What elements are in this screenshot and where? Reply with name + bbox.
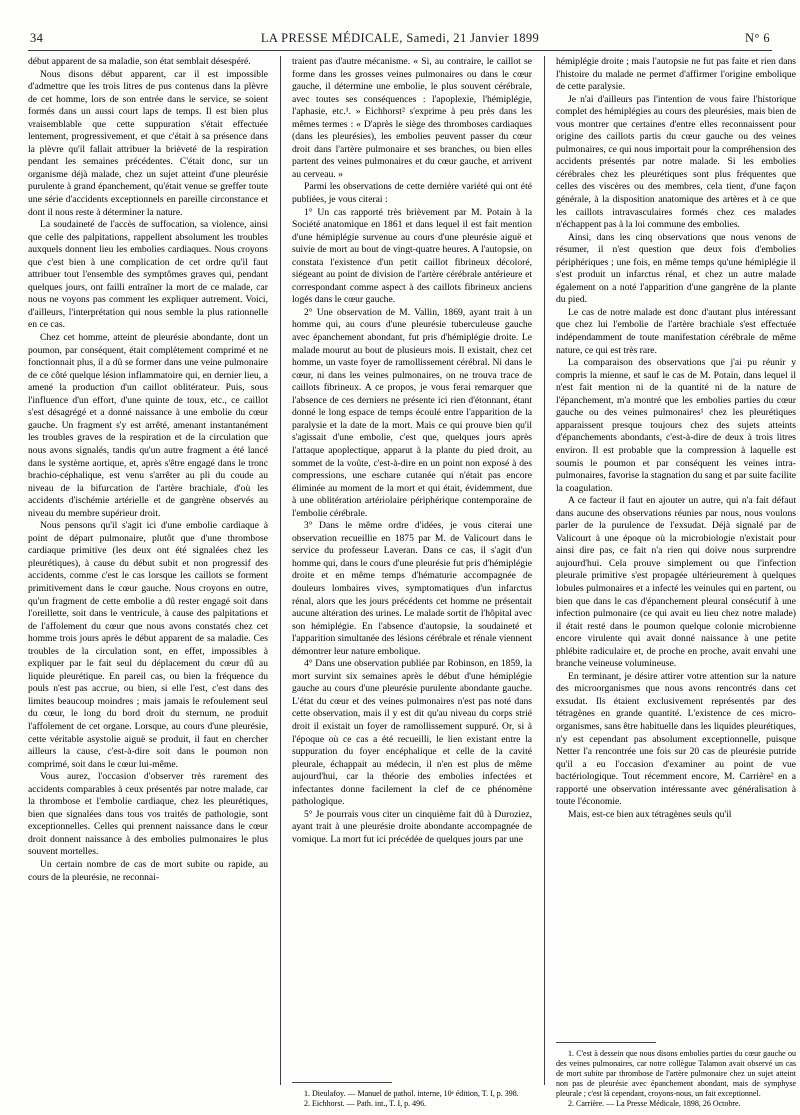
page-header — [28, 30, 772, 51]
footnote: 2. Eichhorst. — Path. int., T. I, p. 496. — [304, 1099, 427, 1108]
paragraph: Vous aurez, l'occasion d'observer très rarement des accidents comparables à ceux présentés par notre malade, car la thrombose et l'embolie cardiaque, chez les pleurétiques, bien que signalées dans tous vos traités de pathologie, sont exceptionnelles. Celles qui prennent naissance dans le cœur droit donnent naissance à des embolies pulmonaires le plus souvent mortelles. — [28, 771, 268, 858]
paragraph: Mais, est-ce bien aux tétragènes seuls qu'il — [568, 808, 732, 820]
footnotes — [292, 1070, 532, 1109]
paragraph: Le cas de notre malade est donc d'autant plus intéressant que chez lui l'embolie de l'artère brachiale s'est effectuée indépendamment de toute manifestation cérébrale de même nature, ce qui est très rare. — [556, 306, 796, 356]
footnote: 1. C'est à dessein que nous disons embolies parties du cœur gauche ou des veines pulmonaires, car notre collègue Talamon avait observé un cas de mort subite par thrombose de l'artère pulmonaire chez un sujet atteint non pas de pleurésie avec épanchement abondant, mais de symphyse pleurale ; c'est là cependant, croyons-nous, un fait exceptionnel. — [556, 1049, 796, 1098]
column-divider — [544, 56, 545, 1085]
paragraph: Parmi les observations de cette dernière variété qui ont été publiées, je vous citerai : — [292, 181, 532, 206]
column-2 — [292, 56, 532, 1109]
paragraph: 5° Je pourrais vous citer un cinquième fait dû à Duroziez, ayant trait à une pleurésie droite abondante accompagnée de vomique. La mort fut ici précédée de quelques jours par une — [292, 808, 532, 845]
footnote: 2. Carrière. — La Presse Médicale, 1898, 26 Octobre. — [568, 1099, 741, 1108]
paragraph: Nous disons début apparent, car il est impossible d'admettre que les trois litres de pus contenus dans la plèvre de cet homme, lors de son entrée dans le service, se soient formés dans un aussi court laps de temps. Il est bien plus vraisemblable que cette suppuration s'était effectuée lentement, progressivement, et que c'était à sa présence dans la plèvre qu'il fallait attribuer la brièveté de la respiration pendant les semaines précédentes. C'était donc, sur un organisme déjà malade, chez un sujet atteint d'une pleurésie purulente à grand épanchement, qu'était venue se greffer toute une série d'accidents exceptionnels en pareille circonstance et dont il nous reste à déterminer la nature. — [28, 68, 268, 218]
paragraph: début apparent de sa maladie, son état semblait désespéré. — [28, 56, 251, 67]
paragraph: 2° Une observation de M. Vallin, 1869, ayant trait à un homme qui, au cours d'une pleurésie tuberculeuse gauche avec épanchement abondant, fut pris d'hémiplégie droite. Le malade mourut au bout de plusieurs mois. Il existait, chez cet homme, un vaste foyer de ramollissement cérébral. Ni dans le cœur, ni dans les veines pulmonaires, on ne trouva trace de caillots fibrineux. A ce propos, je vous ferai remarquer que l'absence de ces derniers ne présente ici rien d'étonnant, étant donné le long espace de temps écoulé entre l'apparition de la paralysie et la date de la mort. Mais ce qui prouve bien qu'il s'agissait d'une embolie, c'est que, quelques jours après l'attaque apoplectique, apparut à la plante du pied droit, au sommet de la voûte, c'est-à-dire en un point non exposé à des compressions, une eschare cutanée qui n'était pas encore éliminée au moment de la mort et qui était, évidemment, due à une oblitération artériolaire périphérique contemporaine de l'embolie cérébrale. — [292, 306, 532, 519]
paragraph: Un certain nombre de cas de mort subite ou rapide, au cours de la pleurésie, ne reconnai- — [28, 859, 268, 883]
text-columns — [28, 56, 796, 1109]
column-1 — [28, 56, 268, 1109]
column-3 — [556, 56, 796, 1109]
paragraph: En terminant, je désire attirer votre attention sur la nature des microorganismes que nous avons rencontrés dans cet exsudat. Ils étaient exclusivement représentés par des tétragènes en grande quantité. L'existence de ces micro-organismes, sans être habituelle dans les liquides pleurétiques, n'y est cependant pas absolument exceptionnelle, puisque Netter l'a rencontrée une fois sur 20 cas de pleurésie putride qu'il a eu l'occasion d'examiner au point de vue bactériologique. Tout récemment encore, M. Carrière² en a rapporté une observation intéressante avec généralisation à toute l'économie. — [556, 670, 796, 808]
footnotes — [556, 1030, 796, 1109]
paragraph: A ce facteur il faut en ajouter un autre, qui n'a fait défaut dans aucune des observations réunies par nous, nous voulons parler de la purulence de l'exsudat. Déjà signalé par de Valicourt à une époque où la microbiologie n'existait pour ainsi dire pas, ce fait n'a rien qui doive nous surprendre aujourd'hui. Cela prouve simplement ou que l'infection pleurale primitive s'est propagée ultérieurement à quelques lobules pulmonaires et a infecté les veinules qui en partent, ou bien que dans le cas d'épanchement pleural consécutif à une infection pulmonaire (ce qui avait eu lieu chez notre malade) il était resté dans le poumon quelque colonie microbienne encore virulente qui avait donné naissance à une petite phlébite radiculaire et, de proche en proche, avait envahi une branche veineuse volumineuse. — [556, 495, 796, 670]
paragraph: Nous pensons qu'il s'agit ici d'une embolie cardiaque à point de départ pulmonaire, plutôt que d'une thrombose cardiaque primitive (les deux ont été signalées chez les pleurétiques), à cause du début subit et non progressif des accidents, comme c'est le cas lorsque les caillots se forment primitivement dans le cœur gauche. Nous croyons en outre, qu'un fragment de cette embolie a dû rester engagé soit dans l'oreillette, soit dans le ventricule, à cause des palpitations et de l'affolement du cœur que nous avons constatés chez cet homme trois jours après le début apparent de sa maladie. Ces troubles de la circulation sont, en effet, impossibles à expliquer par le fait seul du déplacement du cœur dû au liquide pleurétique. En pareil cas, ou bien la fréquence du pouls n'est pas accrue, ou bien, si elle l'est, c'est dans des limites beaucoup moindres ; mais jamais le refoulement seul du cœur, le long du bord droit du sternum, ne produit l'affolement de cet organe. Lorsque, au cours d'une pleurésie, cette véritable asystolie aiguë se produit, il faut en chercher ailleurs la cause, c'est-à-dire soit dans le poumon non comprimé, soit dans le cœur lui-même. — [28, 520, 268, 770]
paragraph: 3° Dans le même ordre d'idées, je vous citerai une observation recueillie en 1875 par M. de Valicourt dans le service du professeur Laveran. Dans ce cas, il s'agit d'un homme qui, dans le cours d'une pleurésie fut pris d'hémiplégie droite et en même temps d'hématurie accompagnée de douleurs lombaires vives, symptomatiques d'un infarctus rénal, alors que les jours précédents cet homme ne présentait aucune altération des urines. Le malade sortit de l'hôpital avec son hémiplégie. En l'absence d'autopsie, la soudaineté et l'apparition simultanée des lésions cérébrale et rénale viennent démontrer leur nature embolique. — [292, 520, 532, 657]
footnote-rule — [292, 1082, 392, 1083]
paragraph: 1° Un cas rapporté très brièvement par M. Potain à la Société anatomique en 1861 et dans lequel il est fait mention d'une hémiplégie survenue au cours d'une pleurésie aiguë et suivie de mort au bout de vingt-quatre heures. A l'autopsie, on constata l'existence d'un petit caillot fibrineux décoloré, siégeant au point de division de l'artère cérébrale antérieure et correspondant comme aspect à des caillots fibrineux anciens logés dans le cœur gauche. — [292, 206, 532, 306]
paragraph: Je n'ai d'ailleurs pas l'intention de vous faire l'historique complet des hémiplégies au cours des pleurésies, mais bien de vous montrer que certaines d'entre elles reconnaissent pour origine des caillots partis du cœur gauche ou des veines pulmonaires, ce qui nous importait pour la compréhension des accidents présentés par notre malade. Si les embolies cérébrales chez les pleurétiques sont plus fréquentes que celles des viscères ou des membres, cela tient, d'une façon générale, à la disposition anatomique des artères et à ce que les caillots intravasculaires formés chez ces malades n'échappent pas à la loi commune des embolies. — [556, 93, 796, 231]
paragraph: La soudaineté de l'accès de suffocation, sa violence, ainsi que celle des palpitations, rappellent absolument les troubles auxquels donnent lieu les embolies cardiaques. Nous croyons que c'est bien à une complication de cet ordre qu'il faut attribuer tout l'ensemble des symptômes graves qui, pendant quelques jours, ont failli entraîner la mort de ce malade, car nous ne voyons pas comment les expliquer autrement. Voici, d'ailleurs, l'interprétation qui nous semble la plus rationnelle en ce cas. — [28, 219, 268, 331]
paragraph: Chez cet homme, atteint de pleurésie abondante, dont un poumon, par conséquent, était complètement comprimé et ne fonctionnait plus, il a dû se former dans une veine pulmonaire de ce côté quelque lésion inflammatoire qui, en dernier lieu, a amené la production d'un caillot oblitérateur. Puis, sous l'influence d'un effort, d'une quinte de toux, etc., ce caillot s'est désagrégé et a donné naissance à une embolie du cœur gauche. Un fragment s'y est arrêté, amenant instantanément les troubles graves de la respiration et de la circulation que nous avons signalés, tandis qu'un autre fragment a été lancé dans le système aortique, et, après s'être engagé dans le tronc brachio-céphalique, est venu s'arrêter au pli du coude au niveau de la bifurcation de l'artère brachiale, d'où les accidents d'ischémie artérielle et de gangrène observés au niveau du membre supérieur droit. — [28, 332, 268, 519]
issue-number: N° 6 — [744, 31, 770, 45]
paragraph: hémiplégie droite ; mais l'autopsie ne fut pas faite et rien dans l'histoire du malade ne permet d'affirmer l'origine embolique de cette paralysie. — [556, 56, 796, 93]
column-divider — [280, 56, 281, 1085]
paragraph: 4° Dans une observation publiée par Robinson, en 1859, la mort survint six semaines après le début d'une hémiplégie gauche au cours d'une pleurésie purulente abondante gauche. L'état du cœur et des veines pulmonaires n'est pas noté dans cette observation, mais il y est dit qu'au niveau du corps strié droit il existait un foyer de ramollissement suppuré. Or, si à l'époque où ce cas a été recueilli, le lien existant entre la suppuration du foyer encéphalique et celle de la cavité pleurale, échappait au médecin, il n'en est plus de même aujourd'hui, car la théorie des embolies infectées et infectantes donne facilement la clef de ce phénomène pathologique. — [292, 658, 532, 808]
footnote: 1. Dieulafoy. — Manuel de pathol. interne, 10ᵉ édition, T. I, p. 398. — [304, 1089, 519, 1098]
footnote-rule — [556, 1042, 656, 1043]
running-title: LA PRESSE MÉDICALE, Samedi, 21 Janvier 1899 — [260, 31, 540, 45]
page-number: 34 — [30, 31, 44, 45]
paragraph: Ainsi, dans les cinq observations que nous venons de résumer, il n'est question que deux fois d'embolies périphériques ; une fois, en même temps qu'une hémiplégie il s'est produit un infarctus rénal, et chez un autre malade également on a noté l'apparition d'une gangrène de la plante du pied. — [556, 231, 796, 306]
paragraph: traient pas d'autre mécanisme. « Si, au contraire, le caillot se forme dans les grosses veines pulmonaires ou dans le cœur gauche, il détermine une embolie, le plus souvent cérébrale, avec toutes ses conséquences : l'apoplexie, l'hémiplégie, l'aphasie, etc.¹. » Eichhorst² s'exprime à peu près dans les mêmes termes : « D'après le siège des thromboses cardiaques (dans les pleurésies), les embolies peuvent passer du cœur droit dans l'artère pulmonaire et ses branches, ou bien elles partent des veines pulmonaires et du cœur gauche, et arrivent au cerveau. » — [292, 56, 532, 180]
paragraph: La comparaison des observations que j'ai pu réunir y compris la mienne, et sauf le cas de M. Potain, dans lequel il n'est fait mention ni de la quantité ni de la nature de l'épanchement, m'a montré que les embolies parties du cœur gauche ou des veines pulmonaires¹ chez les pleurétiques apparaissent presque toujours chez des sujets atteints d'épanchements abondants, c'est-à-dire de deux à trois litres environ. Il est probable que la compression à laquelle est soumis le poumon et par conséquent les veines intra-pulmonaires, favorise la stagnation du sang et par suite facilite la coagulation. — [556, 357, 796, 494]
